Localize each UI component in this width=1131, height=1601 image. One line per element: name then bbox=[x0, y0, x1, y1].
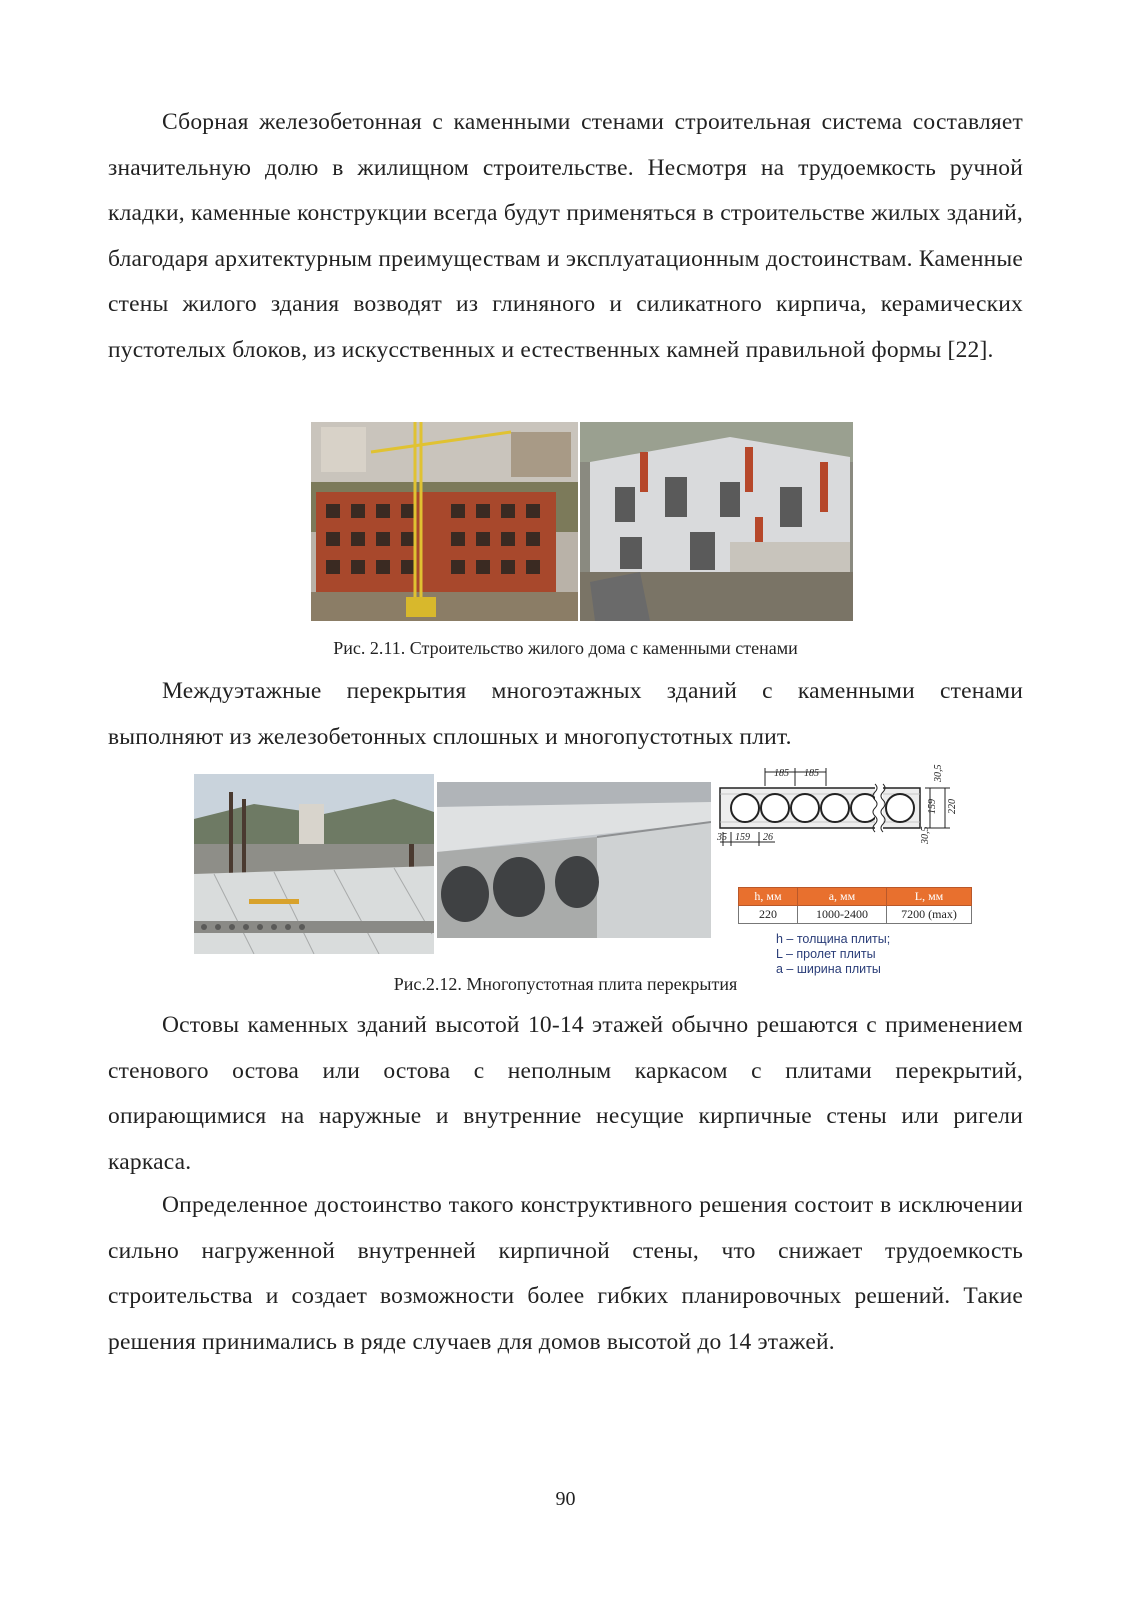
dim-right-1: 30,5 bbox=[933, 764, 944, 782]
dim-bottom-3: 26 bbox=[763, 832, 773, 843]
table-cell-l: 7200 (max) bbox=[887, 906, 972, 924]
figure-caption-2-11: Рис. 2.11. Строительство жилого дома с каменными стенами bbox=[333, 638, 798, 658]
dim-bottom-1: 35 bbox=[717, 832, 727, 843]
paragraph-2: Междуэтажные перекрытия многоэтажных зданий с каменными стенами выполняют из железобетонных сплошных и многопустотных плит. bbox=[108, 678, 1023, 750]
figure-caption-2-12: Рис.2.12. Многопустотная плита перекрытия bbox=[393, 974, 738, 994]
diagram-legend bbox=[776, 932, 890, 977]
slab-parameters-table bbox=[738, 887, 972, 924]
table-header-l: L, мм bbox=[887, 888, 972, 906]
table-cell-h: 220 bbox=[739, 906, 798, 924]
paragraph-3: Остовы каменных зданий высотой 10-14 этажей обычно решаются с применением стенового остова или остова с неполным каркасом с плитами перекрытий, опирающимися на наружные и внутренние несущие кирпичные стены или ригели каркаса. bbox=[108, 1012, 1023, 1175]
page-number: 90 bbox=[555, 1488, 576, 1510]
table-header-a: a, мм bbox=[798, 888, 887, 906]
photo-slab-installation bbox=[194, 774, 434, 954]
dim-right-2: 159 bbox=[927, 799, 938, 814]
dim-top-2: 185 bbox=[804, 768, 819, 779]
photo-brick-building-crane bbox=[311, 422, 578, 621]
photo-hollow-core-slab bbox=[437, 782, 711, 938]
dim-bottom-2: 159 bbox=[735, 832, 750, 843]
dim-right-3: 220 bbox=[947, 799, 958, 814]
legend-item-a: a – ширина плиты bbox=[776, 962, 881, 976]
dim-right-4: 30,5 bbox=[920, 826, 931, 844]
slab-cross-section-diagram bbox=[715, 764, 965, 849]
table-header-row bbox=[739, 888, 972, 906]
legend-item-l: L – пролет плиты bbox=[776, 947, 876, 961]
photo-silicate-brick-walls bbox=[580, 422, 853, 621]
legend-item-h: h – толщина плиты; bbox=[776, 932, 891, 946]
table-header-h: h, мм bbox=[739, 888, 798, 906]
table-cell-a: 1000-2400 bbox=[798, 906, 887, 924]
table-row bbox=[739, 906, 972, 924]
dim-top-1: 185 bbox=[774, 768, 789, 779]
paragraph-1: Сборная железобетонная с каменными стенами строительная система составляет значительную долю в жилищном строительстве. Несмотря на трудоемкость ручной кладки, каменные конструкции всегда будут применяться в строительстве жилых зданий, благодаря архитектурным преимуществам и эксплуатационным достоинствам. Каменные стены жилого здания возводят из глиняного и силикатного кирпича, керамических пустотелых блоков, из искусственных и естественных камней правильной формы [22]. bbox=[108, 109, 1023, 363]
paragraph-4: Определенное достоинство такого конструктивного решения состоит в исключении сильно нагруженной внутренней кирпичной стены, что снижает трудоемкость строительства и создает возможности более гибких планировочных решений. Такие решения принимались в ряде случаев для домов высотой до 14 этажей. bbox=[108, 1192, 1023, 1355]
